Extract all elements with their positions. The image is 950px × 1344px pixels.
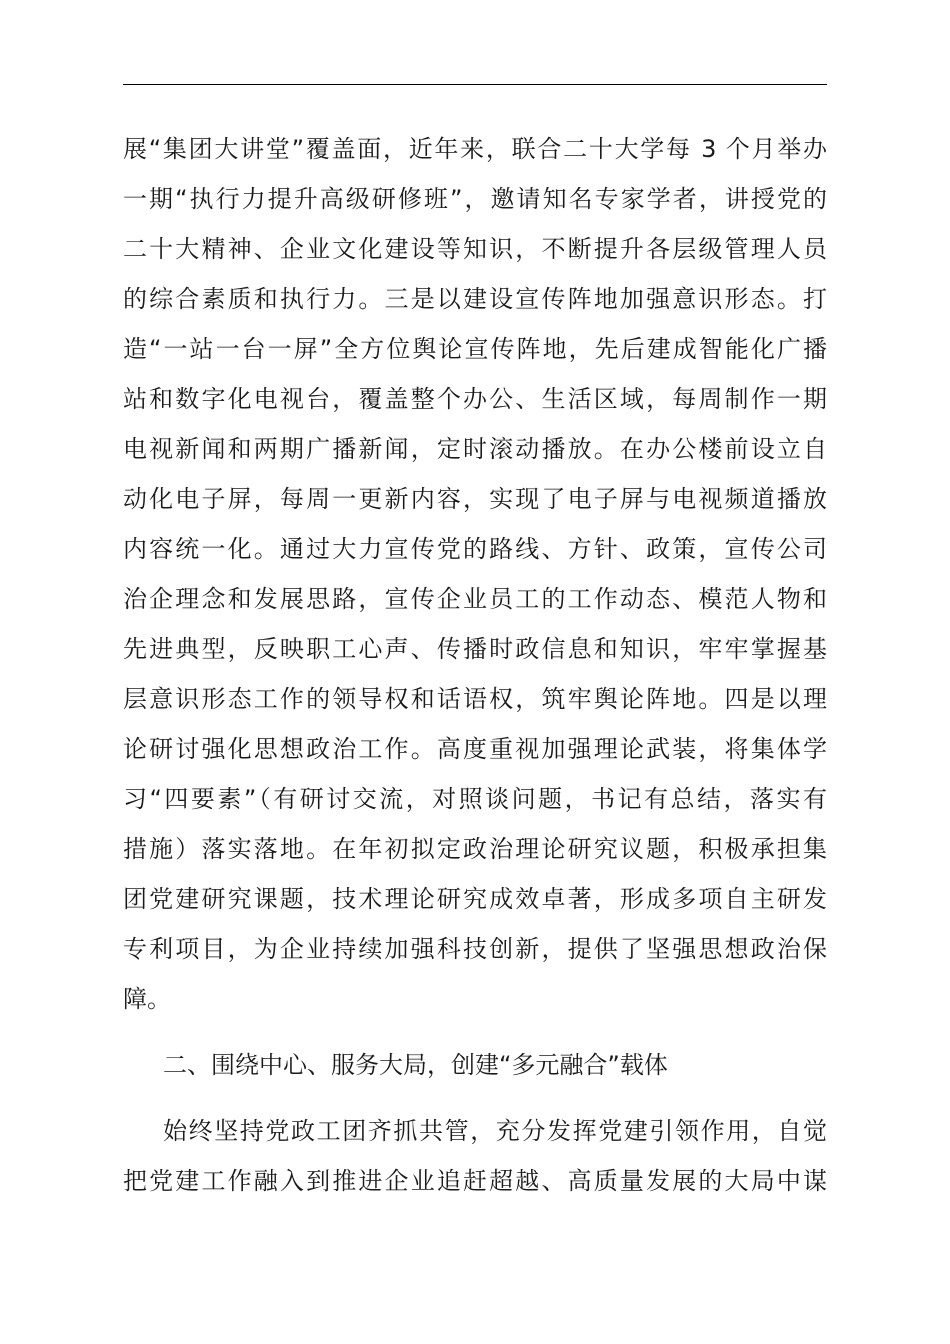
text-line: 习“四要素”（有研讨交流，对照谈问题，书记有总结，落实有 (123, 785, 827, 813)
text-line: 论研讨强化思想政治工作。高度重视加强理论武装，将集体学 (123, 735, 827, 763)
text-line: 展“集团大讲堂”覆盖面，近年来，联合二十大学每 3 个月举办 (123, 135, 827, 163)
text-line: 先进典型，反映职工心声、传播时政信息和知识，牢牢掌握基 (123, 635, 827, 663)
section-heading: 二、围绕中心、服务大局，创建“多元融合”载体 (163, 1051, 668, 1079)
text-line: 动化电子屏，每周一更新内容，实现了电子屏与电视频道播放 (123, 485, 827, 513)
text-line: 内容统一化。通过大力宣传党的路线、方针、政策，宣传公司 (123, 535, 827, 563)
text-line: 造“一站一台一屏”全方位舆论宣传阵地，先后建成智能化广播 (123, 335, 827, 363)
text-line: 的综合素质和执行力。三是以建设宣传阵地加强意识形态。打 (123, 285, 827, 313)
document-body (123, 124, 827, 1206)
text-line: 电视新闻和两期广播新闻，定时滚动播放。在办公楼前设立自 (123, 435, 827, 463)
paragraph-1 (123, 124, 827, 1024)
text-line: 层意识形态工作的领导权和话语权，筑牢舆论阵地。四是以理 (123, 685, 827, 713)
text-line: 把党建工作融入到推进企业追赶超越、高质量发展的大局中谋 (123, 1167, 827, 1195)
text-line: 专利项目，为企业持续加强科技创新，提供了坚强思想政治保 (123, 935, 827, 963)
paragraph-2 (123, 1106, 827, 1206)
paragraph-gap (123, 1024, 827, 1040)
header-rule (123, 84, 827, 85)
text-line: 二十大精神、企业文化建设等知识，不断提升各层级管理人员 (123, 235, 827, 263)
text-line: 始终坚持党政工团齐抓共管，充分发挥党建引领作用，自觉 (163, 1117, 827, 1145)
paragraph-gap (123, 1090, 827, 1106)
text-line: 团党建研究课题，技术理论研究成效卓著，形成多项自主研发 (123, 885, 827, 913)
text-line: 一期“执行力提升高级研修班”，邀请知名专家学者，讲授党的 (123, 185, 827, 213)
text-line: 障。 (123, 985, 171, 1013)
text-line: 措施）落实落地。在年初拟定政治理论研究议题，积极承担集 (123, 835, 827, 863)
text-line: 治企理念和发展思路，宣传企业员工的工作动态、模范人物和 (123, 585, 827, 613)
text-line: 站和数字化电视台，覆盖整个办公、生活区域，每周制作一期 (123, 385, 827, 413)
